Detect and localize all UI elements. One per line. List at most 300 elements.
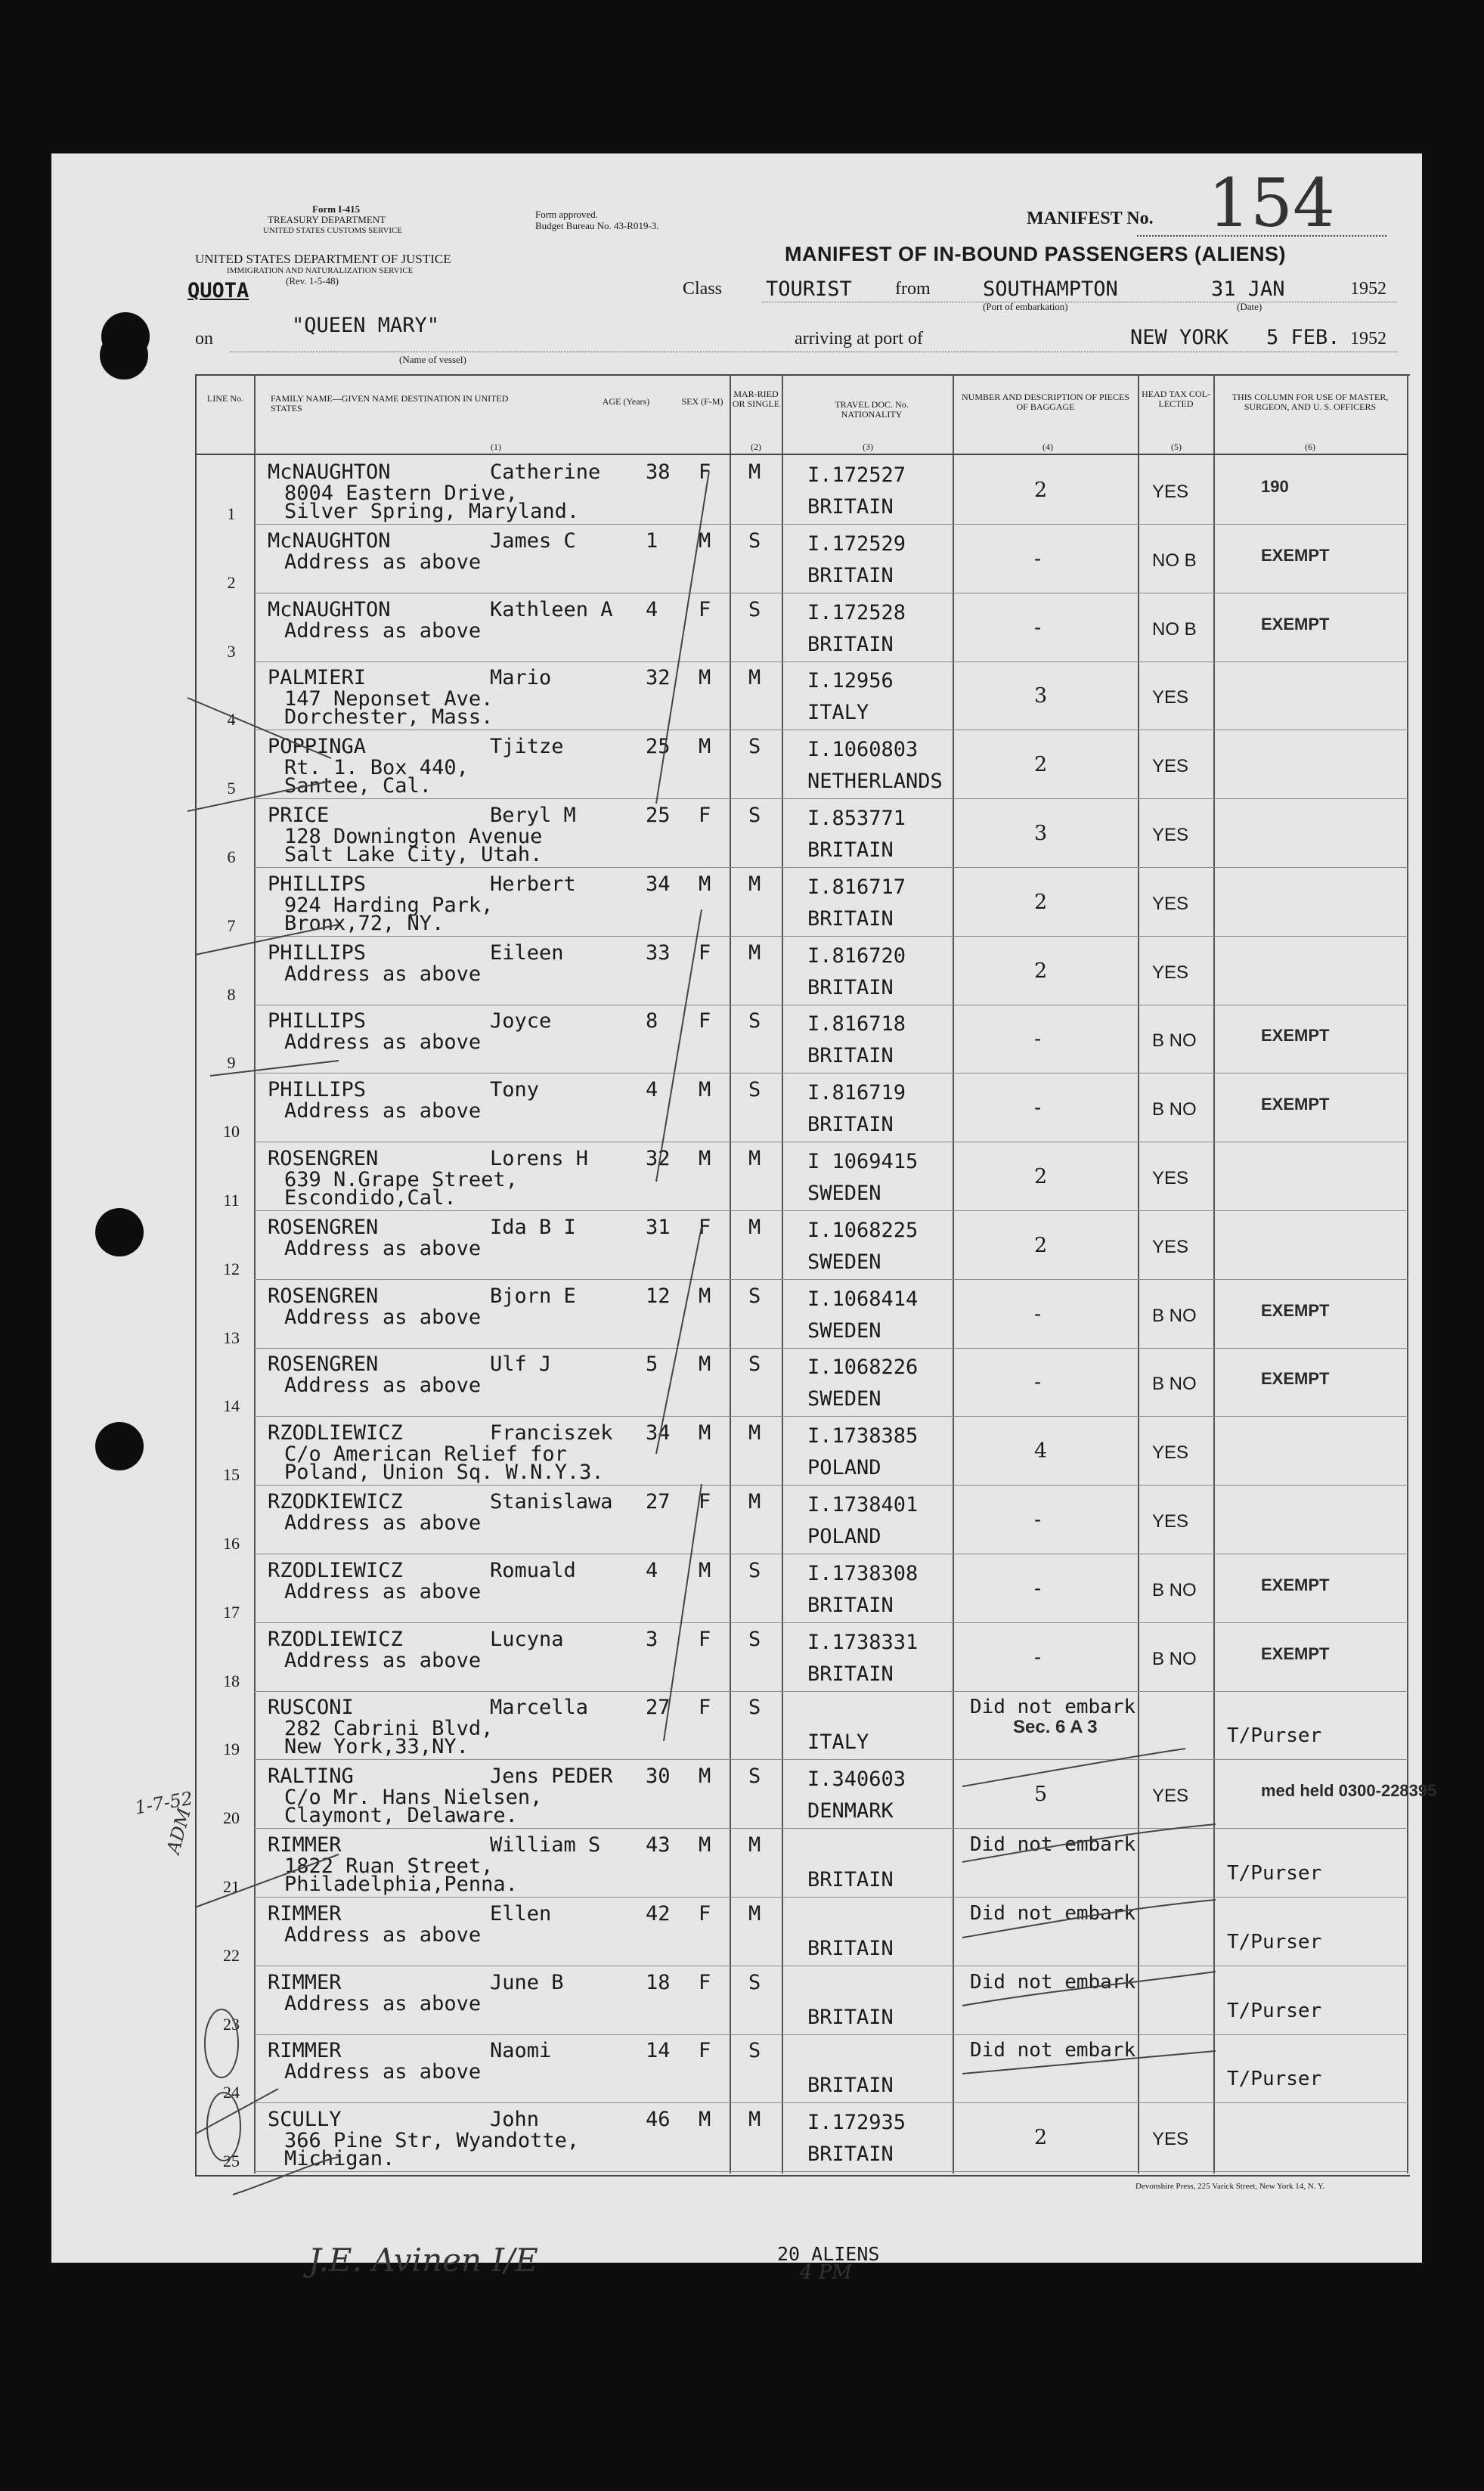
marital-status: M: [748, 1147, 761, 1170]
margin-note-adm: ADM: [163, 1805, 196, 1857]
baggage-count: -: [1034, 1096, 1042, 1120]
travel-doc-number: I 1069415: [807, 1150, 919, 1173]
sex: M: [699, 1284, 711, 1308]
address-line-2: Claymont, Delaware.: [284, 1804, 518, 1827]
address-line-2: Salt Lake City, Utah.: [284, 843, 543, 866]
head-tax: B NO: [1152, 1030, 1197, 1051]
depart-date: 31 JAN: [1211, 277, 1285, 301]
class-value: TOURIST: [766, 277, 852, 301]
purser-note: T/Purser: [1227, 2068, 1322, 2090]
col-num: (1): [491, 442, 501, 452]
marital-status: M: [748, 2108, 761, 2131]
line-number: 21: [223, 1877, 240, 1896]
age: 14: [646, 2039, 671, 2062]
sex: F: [699, 804, 711, 827]
officer-stamp: EXEMPT: [1261, 1644, 1330, 1663]
purser-note: T/Purser: [1227, 1931, 1322, 1953]
nationality: SWEDEN: [807, 1319, 881, 1343]
head-tax: YES: [1152, 756, 1189, 776]
marital-status: M: [748, 1833, 761, 1857]
line-number: 16: [223, 1534, 240, 1553]
depart-date-caption: (Date): [1237, 301, 1262, 312]
marital-status: S: [748, 1628, 761, 1651]
given-name: Ida B I: [490, 1216, 576, 1239]
col-num: (3): [863, 442, 873, 452]
family-name: RIMMER: [268, 1902, 342, 1926]
sex: M: [699, 1147, 711, 1170]
age: 18: [646, 1971, 671, 1994]
marital-status: S: [748, 529, 761, 553]
sex: M: [699, 2108, 711, 2131]
quota-label: QUOTA: [187, 279, 249, 302]
address-line-1: Rt. 1. Box 440,: [284, 756, 469, 779]
reclassification-note: Sec. 6 A 3: [1013, 1717, 1098, 1737]
marital-status: M: [748, 872, 761, 896]
age: 38: [646, 460, 671, 484]
ins-label: IMMIGRATION AND NATURALIZATION SERVICE: [227, 266, 414, 275]
address-line-2: Silver Spring, Maryland.: [284, 500, 580, 523]
sex: F: [699, 1902, 711, 1926]
baggage-count: -: [1034, 1303, 1042, 1326]
col-header-sex: SEX (F-M): [681, 396, 723, 407]
family-name: RALTING: [268, 1764, 354, 1788]
line-number: 7: [227, 916, 236, 935]
travel-doc-number: I.12956: [807, 669, 894, 692]
address-line-1: 128 Downington Avenue: [284, 825, 543, 848]
sex: F: [699, 598, 711, 621]
baggage-count: 2: [1034, 1165, 1048, 1188]
family-name: SCULLY: [268, 2108, 342, 2131]
head-tax: B NO: [1152, 1649, 1197, 1669]
head-tax: YES: [1152, 1786, 1189, 1806]
address-line-1: Address as above: [284, 1511, 482, 1535]
address-line-1: Address as above: [284, 1237, 482, 1260]
nationality: BRITAIN: [807, 907, 894, 931]
address-line-2: Dorchester, Mass.: [284, 705, 494, 729]
treasury-label: TREASURY DEPARTMENT: [268, 214, 386, 225]
marital-status: S: [748, 1971, 761, 1994]
head-tax: B NO: [1152, 1580, 1197, 1600]
nationality: BRITAIN: [807, 2006, 894, 2029]
marital-status: M: [748, 1902, 761, 1926]
depart-year: 52: [1368, 279, 1386, 299]
vessel-name: "QUEEN MARY": [292, 314, 440, 337]
address-line-1: C/o American Relief for: [284, 1442, 567, 1466]
baggage-count: 2: [1034, 753, 1048, 776]
nationality: BRITAIN: [807, 1868, 894, 1891]
nationality: BRITAIN: [807, 1594, 894, 1617]
family-name: McNAUGHTON: [268, 598, 391, 621]
sex: M: [699, 1764, 711, 1788]
col-header-age: AGE (Years): [602, 396, 650, 407]
age: 4: [646, 1559, 658, 1582]
col-header-married: MAR-RIED OR SINGLE: [732, 389, 780, 409]
given-name: Romuald: [490, 1559, 576, 1582]
address-line-1: 8004 Eastern Drive,: [284, 482, 518, 505]
marital-status: M: [748, 1490, 761, 1513]
marital-status: S: [748, 1352, 761, 1376]
line-number: 3: [227, 642, 236, 661]
given-name: Kathleen A: [490, 598, 613, 621]
head-tax: YES: [1152, 1237, 1189, 1257]
port-embarkation: SOUTHAMPTON: [983, 277, 1118, 301]
age: 4: [646, 598, 658, 621]
family-name: RIMMER: [268, 1971, 342, 1994]
age: 46: [646, 2108, 671, 2131]
age: 42: [646, 1902, 671, 1926]
port-arrival: NEW YORK: [1130, 326, 1229, 349]
sex: F: [699, 941, 711, 965]
arrive-date: 5 FEB.: [1266, 326, 1340, 349]
given-name: Stanislawa: [490, 1490, 613, 1513]
family-name: ROSENGREN: [268, 1216, 379, 1239]
sex: M: [699, 666, 711, 689]
travel-doc-number: I.172527: [807, 463, 906, 487]
nationality: BRITAIN: [807, 2074, 894, 2097]
sex: M: [699, 1421, 711, 1445]
manifest-label: MANIFEST No.: [1027, 209, 1154, 228]
purser-note: T/Purser: [1227, 2000, 1322, 2022]
nationality: BRITAIN: [807, 1937, 894, 1960]
nationality: BRITAIN: [807, 1662, 894, 1686]
travel-doc-number: I.1738401: [807, 1493, 919, 1517]
address-line-2: Bronx,72, NY.: [284, 912, 445, 935]
line-number: 13: [223, 1328, 240, 1347]
head-tax: YES: [1152, 894, 1189, 914]
family-name: PHILLIPS: [268, 872, 367, 896]
given-name: Bjorn E: [490, 1284, 576, 1308]
line-number: 8: [227, 985, 236, 1004]
baggage-count: 2: [1034, 2126, 1048, 2149]
nationality: BRITAIN: [807, 976, 894, 999]
purser-note: T/Purser: [1227, 1724, 1322, 1747]
head-tax: YES: [1152, 482, 1189, 502]
baggage-count: 3: [1034, 684, 1048, 708]
given-name: Lorens H: [490, 1147, 589, 1170]
nationality: BRITAIN: [807, 838, 894, 862]
travel-doc-number: I.816720: [807, 944, 906, 968]
age: 8: [646, 1009, 658, 1033]
family-name: RZODLIEWICZ: [268, 1628, 403, 1651]
age: 34: [646, 1421, 671, 1445]
address-line-2: Santee, Cal.: [284, 774, 432, 798]
sex: F: [699, 460, 711, 484]
marital-status: M: [748, 460, 761, 484]
baggage-count: 2: [1034, 479, 1048, 502]
arrive-year-prefix: 19: [1350, 329, 1368, 349]
arriving-label: arriving at port of: [795, 329, 923, 349]
address-line-1: C/o Mr. Hans Nielsen,: [284, 1786, 543, 1809]
nationality: POLAND: [807, 1456, 881, 1479]
family-name: McNAUGHTON: [268, 529, 391, 553]
travel-doc-number: I.1060803: [807, 738, 919, 761]
given-name: Tjitze: [490, 735, 564, 758]
head-tax: B NO: [1152, 1374, 1197, 1394]
line-number: 19: [223, 1740, 240, 1758]
baggage-count: -: [1034, 1508, 1042, 1532]
line-number: 14: [223, 1396, 240, 1415]
given-name: Joyce: [490, 1009, 552, 1033]
travel-doc-number: I.172935: [807, 2111, 906, 2134]
arrive-year: 52: [1368, 329, 1386, 349]
given-name: Lucyna: [490, 1628, 564, 1651]
sex: M: [699, 1559, 711, 1582]
nationality: SWEDEN: [807, 1250, 881, 1274]
address-line-1: 282 Cabrini Blvd,: [284, 1717, 494, 1740]
travel-doc-number: I.1068225: [807, 1219, 919, 1242]
nationality: BRITAIN: [807, 564, 894, 587]
head-tax: B NO: [1152, 1099, 1197, 1120]
address-line-2: Escondido,Cal.: [284, 1186, 457, 1210]
travel-doc-number: I.816718: [807, 1012, 906, 1036]
given-name: Marcella: [490, 1696, 589, 1719]
marital-status: S: [748, 1078, 761, 1101]
line-number: 6: [227, 847, 236, 866]
address-line-1: Address as above: [284, 1992, 482, 2015]
form-approved: Form approved.: [535, 209, 599, 220]
family-name: POPPINGA: [268, 735, 367, 758]
address-line-1: Address as above: [284, 1099, 482, 1123]
age: 43: [646, 1833, 671, 1857]
family-name: ROSENGREN: [268, 1352, 379, 1376]
sex: M: [699, 529, 711, 553]
nationality: SWEDEN: [807, 1387, 881, 1411]
nationality: ITALY: [807, 701, 869, 724]
travel-doc-number: I.853771: [807, 807, 906, 830]
address-line-2: New York,33,NY.: [284, 1735, 469, 1758]
marital-status: S: [748, 2039, 761, 2062]
given-name: Eileen: [490, 941, 564, 965]
travel-doc-number: I.816717: [807, 875, 906, 899]
head-tax: YES: [1152, 962, 1189, 983]
marital-status: S: [748, 735, 761, 758]
inspector-signature: J.E. Avinen I/E: [308, 2242, 538, 2279]
marital-status: S: [748, 598, 761, 621]
marital-status: S: [748, 804, 761, 827]
given-name: Franciszek: [490, 1421, 613, 1445]
travel-doc-number: I.1738331: [807, 1631, 919, 1654]
pencil-marks: [51, 153, 1422, 2263]
sex: F: [699, 1009, 711, 1033]
line-number: 24: [223, 2083, 240, 2102]
line-number: 22: [223, 1946, 240, 1965]
baggage-count: 4: [1034, 1439, 1048, 1463]
baggage-note: Did not embark: [970, 2039, 1136, 2062]
aliens-count: 20 ALIENS: [777, 2243, 880, 2265]
given-name: Beryl M: [490, 804, 576, 827]
officer-stamp: EXEMPT: [1261, 1301, 1330, 1320]
printer-credit: Devonshire Press, 225 Varick Street, New York 14, N. Y.: [1135, 2182, 1325, 2191]
col-header-headtax: HEAD TAX COL-LECTED: [1142, 389, 1210, 409]
given-name: James C: [490, 529, 576, 553]
head-tax: NO B: [1152, 619, 1197, 640]
vessel-caption: (Name of vessel): [399, 354, 466, 365]
nationality: BRITAIN: [807, 495, 894, 519]
baggage-count: -: [1034, 547, 1042, 571]
travel-doc-number: I.1068226: [807, 1355, 919, 1379]
marital-status: M: [748, 666, 761, 689]
address-line-1: 366 Pine Str, Wyandotte,: [284, 2129, 580, 2152]
given-name: June B: [490, 1971, 564, 1994]
age: 27: [646, 1490, 671, 1513]
col-num: (6): [1305, 442, 1315, 452]
address-line-2: Philadelphia,Penna.: [284, 1873, 518, 1896]
officer-stamp: EXEMPT: [1261, 1369, 1330, 1388]
line-number: 17: [223, 1603, 240, 1622]
line-number: 25: [223, 2152, 240, 2170]
sex: M: [699, 872, 711, 896]
sex: M: [699, 1352, 711, 1376]
marital-status: S: [748, 1284, 761, 1308]
age: 3: [646, 1628, 658, 1651]
marital-status: S: [748, 1009, 761, 1033]
head-tax: YES: [1152, 825, 1189, 845]
col-header-name: FAMILY NAME—GIVEN NAME DESTINATION IN UNITED STATES: [271, 393, 509, 414]
nationality: BRITAIN: [807, 633, 894, 656]
given-name: William S: [490, 1833, 601, 1857]
col-header-line: LINE No.: [207, 393, 243, 404]
head-tax: YES: [1152, 1442, 1189, 1463]
baggage-count: 5: [1034, 1783, 1048, 1806]
address-line-1: Address as above: [284, 1306, 482, 1329]
col-header-baggage: NUMBER AND DESCRIPTION OF PIECES OF BAGGAGE: [961, 392, 1130, 412]
col-header-officers: THIS COLUMN FOR USE OF MASTER, SURGEON, AND U. S. OFFICERS: [1232, 392, 1389, 412]
baggage-count: -: [1034, 1577, 1042, 1600]
age: 27: [646, 1696, 671, 1719]
travel-doc-number: I.816719: [807, 1081, 906, 1105]
nationality: NETHERLANDS: [807, 770, 943, 793]
family-name: PRICE: [268, 804, 330, 827]
manifest-number: 154: [1208, 164, 1335, 242]
line-number: 12: [223, 1259, 240, 1278]
on-label: on: [195, 329, 213, 349]
col-num: (5): [1171, 442, 1182, 452]
baggage-note: Did not embark: [970, 1902, 1136, 1925]
family-name: PHILLIPS: [268, 941, 367, 965]
sex: F: [699, 2039, 711, 2062]
depart-year-prefix: 19: [1350, 279, 1368, 299]
given-name: Naomi: [490, 2039, 552, 2062]
baggage-count: 2: [1034, 1234, 1048, 1257]
given-name: John: [490, 2108, 540, 2131]
baggage-count: 2: [1034, 891, 1048, 914]
given-name: Mario: [490, 666, 552, 689]
travel-doc-number: I.340603: [807, 1768, 906, 1791]
officer-stamp: EXEMPT: [1261, 1026, 1330, 1045]
family-name: RUSCONI: [268, 1696, 354, 1719]
time-note: 4 PM: [800, 2261, 852, 2284]
address-line-1: 639 N.Grape Street,: [284, 1168, 518, 1191]
address-line-1: Address as above: [284, 550, 482, 574]
baggage-count: 2: [1034, 959, 1048, 983]
baggage-count: -: [1034, 1646, 1042, 1669]
given-name: Herbert: [490, 872, 576, 896]
address-line-1: Address as above: [284, 1580, 482, 1603]
line-number: 20: [223, 1808, 240, 1827]
address-line-1: Address as above: [284, 1030, 482, 1054]
given-name: Tony: [490, 1078, 540, 1101]
address-line-2: Poland, Union Sq. W.N.Y.3.: [284, 1461, 604, 1484]
nationality: POLAND: [807, 1525, 881, 1548]
line-number: 11: [223, 1191, 240, 1210]
line-number: 9: [227, 1053, 236, 1072]
line-number: 15: [223, 1465, 240, 1484]
travel-doc-number: I.172528: [807, 601, 906, 624]
nationality: SWEDEN: [807, 1182, 881, 1205]
nationality: BRITAIN: [807, 1113, 894, 1136]
nationality: BRITAIN: [807, 1044, 894, 1067]
col-header-doc: TRAVEL DOC. No. NATIONALITY: [835, 399, 909, 420]
age: 25: [646, 735, 671, 758]
age: 34: [646, 872, 671, 896]
marital-status: S: [748, 1696, 761, 1719]
age: 32: [646, 1147, 671, 1170]
nationality: DENMARK: [807, 1799, 894, 1823]
address-line-1: 147 Neponset Ave.: [284, 687, 494, 711]
baggage-note: Did not embark: [970, 1696, 1136, 1718]
family-name: RIMMER: [268, 2039, 342, 2062]
address-line-1: 924 Harding Park,: [284, 894, 494, 917]
given-name: Ulf J: [490, 1352, 552, 1376]
address-line-2: Michigan.: [284, 2147, 395, 2170]
nationality: BRITAIN: [807, 2142, 894, 2166]
margin-note-date: 1-7-52: [133, 1787, 195, 1819]
revision-label: (Rev. 1-5-48): [286, 275, 339, 287]
age: 12: [646, 1284, 671, 1308]
line-number: 18: [223, 1672, 240, 1690]
sex: M: [699, 1833, 711, 1857]
head-tax: YES: [1152, 687, 1189, 708]
age: 1: [646, 529, 658, 553]
address-line-1: Address as above: [284, 962, 482, 986]
family-name: ROSENGREN: [268, 1147, 379, 1170]
baggage-count: -: [1034, 1027, 1042, 1051]
sex: F: [699, 1490, 711, 1513]
officer-stamp: 190: [1261, 477, 1289, 496]
from-label: from: [895, 279, 931, 299]
baggage-note: Did not embark: [970, 1971, 1136, 1994]
purser-note: T/Purser: [1227, 1862, 1322, 1885]
marital-status: S: [748, 1559, 761, 1582]
officer-stamp: EXEMPT: [1261, 615, 1330, 634]
marital-status: M: [748, 1216, 761, 1239]
address-line-1: Address as above: [284, 619, 482, 643]
sex: M: [699, 1078, 711, 1101]
baggage-note: Did not embark: [970, 1833, 1136, 1856]
line-number: 1: [227, 504, 236, 523]
line-number: 5: [227, 779, 236, 798]
class-label: Class: [683, 279, 723, 299]
line-number: 4: [227, 710, 236, 729]
travel-doc-number: I.172529: [807, 532, 906, 556]
family-name: PALMIERI: [268, 666, 367, 689]
line-number: 10: [223, 1122, 240, 1141]
age: 32: [646, 666, 671, 689]
baggage-count: 3: [1034, 822, 1048, 845]
col-num: (4): [1043, 442, 1053, 452]
baggage-count: -: [1034, 616, 1042, 640]
marital-status: S: [748, 1764, 761, 1788]
sex: F: [699, 1696, 711, 1719]
travel-doc-number: I.1738385: [807, 1424, 919, 1448]
family-name: RZODLIEWICZ: [268, 1421, 403, 1445]
head-tax: YES: [1152, 1168, 1189, 1188]
address-line-1: 1822 Ruan Street,: [284, 1854, 494, 1878]
given-name: Ellen: [490, 1902, 552, 1926]
travel-doc-number: I.1738308: [807, 1562, 919, 1585]
port-embarkation-caption: (Port of embarkation): [983, 301, 1068, 312]
col-num: (2): [751, 442, 761, 452]
